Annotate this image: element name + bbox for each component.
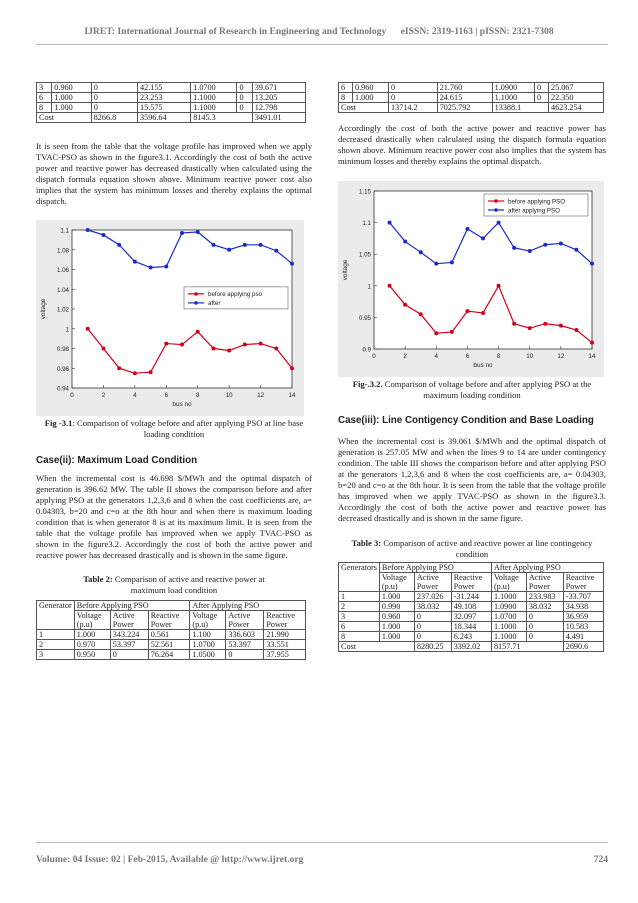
- table-cell: 0: [91, 103, 137, 113]
- series-point-0: [559, 323, 563, 327]
- table-row: [37, 601, 306, 611]
- table-row: [37, 640, 306, 650]
- table-cell: 0: [91, 83, 137, 93]
- figure-3-1-text: : Comparison of voltage before and after applying PSO at line base loading condition: [72, 418, 304, 440]
- y-tick-label: 1.08: [56, 247, 69, 255]
- table-cell: 1.000: [379, 631, 414, 641]
- y-tick-label: 1.02: [56, 306, 69, 314]
- x-tick-label: 2: [101, 392, 106, 400]
- table-cell: 38.032: [526, 601, 563, 611]
- figure-3-1: [36, 220, 304, 416]
- table-cell: 22.350: [548, 93, 603, 103]
- table-cell: 8: [339, 93, 353, 103]
- x-tick-label: 10: [225, 392, 233, 400]
- table-cell: 1.1000: [191, 103, 237, 113]
- table-cell: 336.603: [226, 630, 264, 640]
- table-row: [339, 103, 604, 113]
- series-point-0: [419, 312, 423, 316]
- table-cell: 0.990: [379, 601, 414, 611]
- series-point-0: [388, 283, 392, 287]
- table-cell: 10.583: [563, 621, 603, 631]
- table-cell: 18.344: [451, 621, 491, 631]
- legend-label: after applying PSO: [508, 206, 560, 214]
- table2-caption: [36, 574, 312, 596]
- table-cell: 1: [339, 591, 380, 601]
- column-header: Active Power: [226, 611, 264, 630]
- table-cell: 4.491: [563, 631, 603, 641]
- table3-caption-text: Comparison of active and reactive power at line contingency condition: [381, 537, 593, 559]
- table-cell: 0: [91, 93, 137, 103]
- column-header: Voltage (p.u): [379, 572, 414, 591]
- series-point-0: [86, 327, 90, 331]
- series-point-0: [164, 342, 168, 346]
- series-point-0: [497, 283, 501, 287]
- table-cell: 13388.1: [492, 103, 548, 113]
- table-cell: 0: [414, 631, 451, 641]
- table-cell: 53.397: [110, 640, 148, 650]
- table-cell: 3: [37, 83, 52, 93]
- series-point-1: [227, 248, 231, 252]
- x-tick-label: 14: [588, 352, 596, 360]
- legend-label: after: [208, 300, 221, 308]
- table-header: Generator: [37, 601, 75, 630]
- y-tick-label: 0.9: [362, 346, 371, 354]
- table-cell: 343.224: [110, 630, 148, 640]
- right-column: [338, 82, 606, 652]
- y-tick-label: 1.1: [60, 227, 69, 235]
- table-cell: 1.000: [379, 591, 414, 601]
- x-axis-label: bus no: [172, 401, 192, 409]
- table1-continuation: [36, 82, 306, 123]
- y-tick-label: 1: [367, 282, 371, 290]
- table-cell: 233.983: [526, 591, 563, 601]
- case3-heading: Case(iii): Line Contigency Condition and Base Loading: [338, 415, 594, 427]
- table-cell: 0: [414, 621, 451, 631]
- series-point-1: [133, 260, 137, 264]
- series-point-1: [196, 230, 200, 234]
- series-point-0: [259, 342, 263, 346]
- y-tick-label: 1.15: [358, 188, 371, 196]
- table-row: [339, 611, 604, 621]
- series-point-0: [196, 330, 200, 334]
- x-axis-label: bus no: [473, 361, 493, 369]
- table-cell: 53.397: [226, 640, 264, 650]
- table-cell: 1.1000: [491, 621, 526, 631]
- x-tick-label: 4: [434, 352, 439, 360]
- series-point-1: [403, 239, 407, 243]
- series-point-0: [101, 347, 105, 351]
- series-point-1: [434, 261, 438, 265]
- table-cell: 2: [339, 601, 380, 611]
- table-cell: 1.0900: [492, 83, 534, 93]
- series-point-0: [465, 309, 469, 313]
- table-cell: 0: [110, 650, 148, 660]
- series-point-1: [388, 220, 392, 224]
- table-cell: 76.264: [148, 650, 190, 660]
- page-header: [0, 26, 638, 37]
- legend-marker: [494, 208, 498, 212]
- x-tick-label: 12: [557, 352, 565, 360]
- series-point-0: [117, 367, 121, 371]
- column-header: Reactive Power: [563, 572, 603, 591]
- table3-label: Table 3:: [351, 537, 382, 548]
- y-tick-label: 1: [65, 326, 69, 334]
- table-cell: 6: [339, 621, 380, 631]
- footer-rule: [36, 842, 608, 843]
- series-point-1: [101, 233, 105, 237]
- y-tick-label: 1.05: [358, 251, 371, 259]
- table-cell: 2: [37, 640, 75, 650]
- voltage-chart-max-load: [338, 181, 604, 377]
- figure-3-1-caption: [36, 418, 312, 440]
- series-point-0: [133, 372, 137, 376]
- voltage-chart-base-load: [36, 220, 304, 416]
- series-point-0: [274, 347, 278, 351]
- table-cell: 21.990: [264, 630, 306, 640]
- table2: [36, 600, 306, 660]
- y-tick-label: 1.06: [56, 267, 69, 275]
- table-cell: 42.155: [138, 83, 191, 93]
- figure-3-1-label: Fig -3.1: [44, 418, 73, 429]
- table-cell: 1.0700: [491, 611, 526, 621]
- table-cell: 0: [389, 83, 438, 93]
- x-tick-label: 0: [70, 392, 74, 400]
- x-tick-label: 6: [465, 352, 470, 360]
- table-cell: 0: [534, 93, 548, 103]
- table-cell: 1.000: [52, 93, 91, 103]
- table-cell: 1.0700: [191, 83, 237, 93]
- table-cell: 1.1000: [492, 93, 534, 103]
- series-point-1: [211, 243, 215, 247]
- table-cell: 1.0700: [190, 640, 226, 650]
- series-point-1: [512, 246, 516, 250]
- right-paragraph-2: When the incremental cost is 39.061 $/MWh and the optimal dispatch of generation is 257.05 MW and when the lines 9 to 14 are under contingency condition. The table III shows the comparison before and after applying PSO at the generators 1,2,3,6 and 8 when the cost coefficients are, a= 0.04303, b=20 and c=o at the 8th hour. It is seen from the table that the voltage profile has improved when we apply TVAC-PSO as shown in the figure3.3. Accordingly the cost of both the active power and reactive power has decreased drastically and is shown in the same figure.: [338, 436, 606, 523]
- figure-3-2-caption: [338, 379, 606, 401]
- cost-label: Cost: [37, 113, 92, 123]
- table-cell: 8: [37, 103, 52, 113]
- case2-text: When the incremental cost is 46.698 $/MWh and the optimal dispatch of generation is 396.62 MW. The table II shows the comparison before and after applying PSO at the generators 1,2,3,6 and 8 when the cost coefficients are, a= 0.04303, b=20 and c=o at the 8th hour and when there is maximum loading condition that is when generator 8 is at its maximum limit. It is seen from the table that the voltage profile has improved when we apply TVAC-PSO as shown in the figure3.2. Accordingly the cost of both the active power and reactive power has decreased drastically and is shown in the same figure.: [36, 473, 312, 560]
- table-cell: 1.0500: [190, 650, 226, 660]
- column-header: Voltage (p.u): [190, 611, 226, 630]
- table-cell: 1.100: [190, 630, 226, 640]
- table-cell: 39.671: [252, 83, 305, 93]
- cost-label: Cost: [339, 103, 389, 113]
- x-tick-label: 6: [164, 392, 169, 400]
- series-point-1: [117, 243, 121, 247]
- table-cell: 4623.254: [548, 103, 603, 113]
- table-cell: 1: [37, 630, 75, 640]
- table-row: [37, 93, 306, 103]
- series-point-1: [497, 220, 501, 224]
- series-point-0: [574, 328, 578, 332]
- column-header: Active Power: [110, 611, 148, 630]
- x-tick-label: 14: [288, 392, 296, 400]
- table-row: [339, 562, 604, 572]
- table-row: [339, 601, 604, 611]
- table-cell: 7025.792: [437, 103, 492, 113]
- table-cell: 1.000: [352, 93, 388, 103]
- series-point-1: [574, 247, 578, 251]
- x-tick-label: 4: [133, 392, 137, 400]
- table-cell: 8280.25: [414, 641, 451, 651]
- table-row: [37, 611, 306, 630]
- table-cell: 0.970: [74, 640, 110, 650]
- series-point-0: [211, 347, 215, 351]
- series-point-1: [86, 228, 90, 232]
- series-point-0: [243, 343, 247, 347]
- table-cell: 1.000: [74, 630, 110, 640]
- column-header: Reactive Power: [451, 572, 491, 591]
- series-point-1: [465, 227, 469, 231]
- x-tick-label: 2: [403, 352, 407, 360]
- legend-marker: [194, 302, 198, 306]
- table-cell: -33.707: [563, 591, 603, 601]
- table-cell: 1.0900: [491, 601, 526, 611]
- y-tick-label: 0.96: [56, 366, 69, 374]
- series-point-0: [227, 349, 231, 353]
- table-row: [339, 641, 604, 651]
- table-row: [37, 650, 306, 660]
- x-tick-label: 8: [496, 352, 501, 360]
- series-point-0: [180, 343, 184, 347]
- series-point-0: [403, 302, 407, 306]
- table2-label: Table 2:: [83, 574, 113, 585]
- table-cell: 1.000: [379, 621, 414, 631]
- series-point-0: [149, 371, 153, 375]
- table-cell: 34.938: [563, 601, 603, 611]
- series-point-0: [434, 331, 438, 335]
- table-header: Before Applying PSO: [74, 601, 190, 611]
- table-row: [37, 113, 306, 123]
- table-cell: 1.1000: [491, 591, 526, 601]
- case2-heading: Case(ii): Maximum Load Condition: [36, 455, 198, 467]
- right-paragraph-1: Accordingly the cost of both the active power and reactive power has decreased drastically when calculated using the dispatch formula equation shown above. Minimum reactive power cost also implies that the system has minimum losses and thereby explains the optimal dispatch.: [338, 123, 606, 166]
- legend-marker: [194, 293, 198, 297]
- header-rule: [36, 44, 608, 45]
- series-point-1: [419, 250, 423, 254]
- cost-label: Cost: [339, 641, 415, 651]
- table-cell: 0.960: [379, 611, 414, 621]
- table-cell: 0: [237, 103, 252, 113]
- y-tick-label: 1.04: [56, 287, 69, 295]
- table-cell: 2690.6: [563, 641, 603, 651]
- footer-volume: Volume: 04 Issue: 02 | Feb-2015, Available @ http://www.ijret.org: [36, 854, 304, 865]
- series-point-0: [481, 311, 485, 315]
- series-point-0: [590, 340, 594, 344]
- left-paragraph-2: [36, 473, 312, 560]
- legend-label: before applying pso: [208, 291, 263, 299]
- table-cell: 6: [339, 83, 353, 93]
- table-row: [339, 631, 604, 641]
- table-cell: 0: [226, 650, 264, 660]
- journal-title: IJRET: International Journal of Research in Engineering and Technology: [84, 26, 387, 37]
- series-point-1: [481, 236, 485, 240]
- table-cell: 3: [37, 650, 75, 660]
- series-point-1: [590, 261, 594, 265]
- column-header: Voltage (p.u): [491, 572, 526, 591]
- table-cell: 1.1000: [191, 93, 237, 103]
- y-axis-label: voltage: [342, 259, 349, 280]
- issn: eISSN: 2319-1163 | pISSN: 2321-7308: [400, 26, 554, 37]
- table-cell: 0.561: [148, 630, 190, 640]
- table-cell: 0: [237, 83, 252, 93]
- table-cell: 0: [534, 83, 548, 93]
- table-header: After Applying PSO: [190, 601, 306, 611]
- table-row: [37, 630, 306, 640]
- table-cell: 0: [237, 93, 252, 103]
- table-row: [339, 83, 604, 93]
- table-cell: 0.950: [74, 650, 110, 660]
- figure-3-2-text: Comparison of voltage before and after applying PSO at the maximum loading condition: [382, 378, 592, 400]
- table-cell: 23.253: [138, 93, 191, 103]
- series-point-0: [450, 330, 454, 334]
- table-cell: 1.000: [52, 103, 91, 113]
- y-tick-label: 0.98: [56, 346, 69, 354]
- table-cell: 3392.02: [451, 641, 491, 651]
- table-row: [339, 621, 604, 631]
- series-point-1: [528, 249, 532, 253]
- legend-marker: [494, 199, 498, 203]
- table-cell: 0.960: [352, 83, 388, 93]
- table-cell: 12.798: [252, 103, 305, 113]
- series-point-1: [274, 249, 278, 253]
- series-point-1: [149, 266, 153, 270]
- table-cell: 15.575: [138, 103, 191, 113]
- table-cell: 49.108: [451, 601, 491, 611]
- column-header: Active Power: [526, 572, 563, 591]
- series-point-1: [559, 241, 563, 245]
- table-cell: 0: [526, 631, 563, 641]
- series-point-1: [243, 243, 247, 247]
- table-row: [37, 103, 306, 113]
- table-cell: 3: [339, 611, 380, 621]
- table-cell: 0: [389, 93, 438, 103]
- series-point-0: [528, 326, 532, 330]
- table-header: Before Applying PSO: [379, 562, 491, 572]
- y-tick-label: 0.95: [358, 314, 371, 322]
- series-point-1: [450, 260, 454, 264]
- table-cell: 21.760: [437, 83, 492, 93]
- y-axis-label: voltage: [40, 299, 47, 320]
- column-header: Reactive Power: [148, 611, 190, 630]
- table-cell: 33.551: [264, 640, 306, 650]
- series-point-1: [290, 262, 294, 266]
- left-column: [36, 82, 312, 660]
- x-tick-label: 8: [195, 392, 200, 400]
- figure-3-2-label: Fig-.3.2.: [352, 378, 383, 389]
- table-cell: 3596.64: [138, 113, 191, 123]
- table-row: [339, 93, 604, 103]
- x-tick-label: 12: [257, 392, 265, 400]
- table-cell: -31.244: [451, 591, 491, 601]
- table-header: After Applying PSO: [491, 562, 603, 572]
- series-point-1: [543, 242, 547, 246]
- table-cell: 0: [526, 611, 563, 621]
- table-cell: 6.243: [451, 631, 491, 641]
- table-cell: 3491.01: [252, 113, 305, 123]
- table-cell: 37.955: [264, 650, 306, 660]
- table3-caption: [338, 538, 606, 560]
- table-cell: 8145.3: [191, 113, 253, 123]
- y-tick-label: 1.1: [362, 219, 371, 227]
- left-paragraph-1: It is seen from the table that the voltage profile has improved when we apply TVAC-PSO as shown in the figure3.1. Accordingly the cost of both the active power and reactive power has decreased drastically when calculated using the dispatch formula equation shown above. Minimum reactive power cost also implies that the system has minimum losses and thereby explains the optimal dispatch.: [36, 141, 312, 206]
- column-header: Active Power: [414, 572, 451, 591]
- table-cell: 38.032: [414, 601, 451, 611]
- series-point-0: [290, 367, 294, 371]
- table-cell: 0.960: [52, 83, 91, 93]
- table-cell: 13.205: [252, 93, 305, 103]
- series-point-0: [543, 321, 547, 325]
- table-cell: 13714.2: [389, 103, 438, 113]
- table2-continuation: [338, 82, 604, 113]
- table-cell: 32.097: [451, 611, 491, 621]
- table-cell: 8157.71: [491, 641, 563, 651]
- table-cell: 24.615: [437, 93, 492, 103]
- x-tick-label: 10: [526, 352, 534, 360]
- table-cell: 6: [37, 93, 52, 103]
- table-row: [339, 591, 604, 601]
- table-cell: 0: [414, 611, 451, 621]
- series-point-0: [512, 321, 516, 325]
- table-cell: 1.1000: [491, 631, 526, 641]
- table-cell: 36.959: [563, 611, 603, 621]
- x-tick-label: 0: [372, 352, 376, 360]
- figure-3-2: [338, 181, 604, 377]
- table-header: Generators: [339, 562, 380, 591]
- legend-label: before applying PSO: [508, 197, 566, 205]
- table-cell: 8266.8: [91, 113, 137, 123]
- page-number: 724: [593, 854, 608, 865]
- series-point-1: [259, 243, 263, 247]
- table-cell: 0: [526, 621, 563, 631]
- table-cell: 8: [339, 631, 380, 641]
- table3: [338, 562, 604, 652]
- table-cell: 52.561: [148, 640, 190, 650]
- y-tick-label: 0.94: [56, 385, 69, 393]
- series-point-1: [164, 265, 168, 269]
- column-header: Voltage (p.u): [74, 611, 110, 630]
- table-cell: 25.067: [548, 83, 603, 93]
- table-cell: 237.026: [414, 591, 451, 601]
- table2-caption-text: Comparison of active and reactive power at maximum load condition: [112, 574, 265, 596]
- column-header: Reactive Power: [264, 611, 306, 630]
- series-point-1: [180, 231, 184, 235]
- table-row: [37, 83, 306, 93]
